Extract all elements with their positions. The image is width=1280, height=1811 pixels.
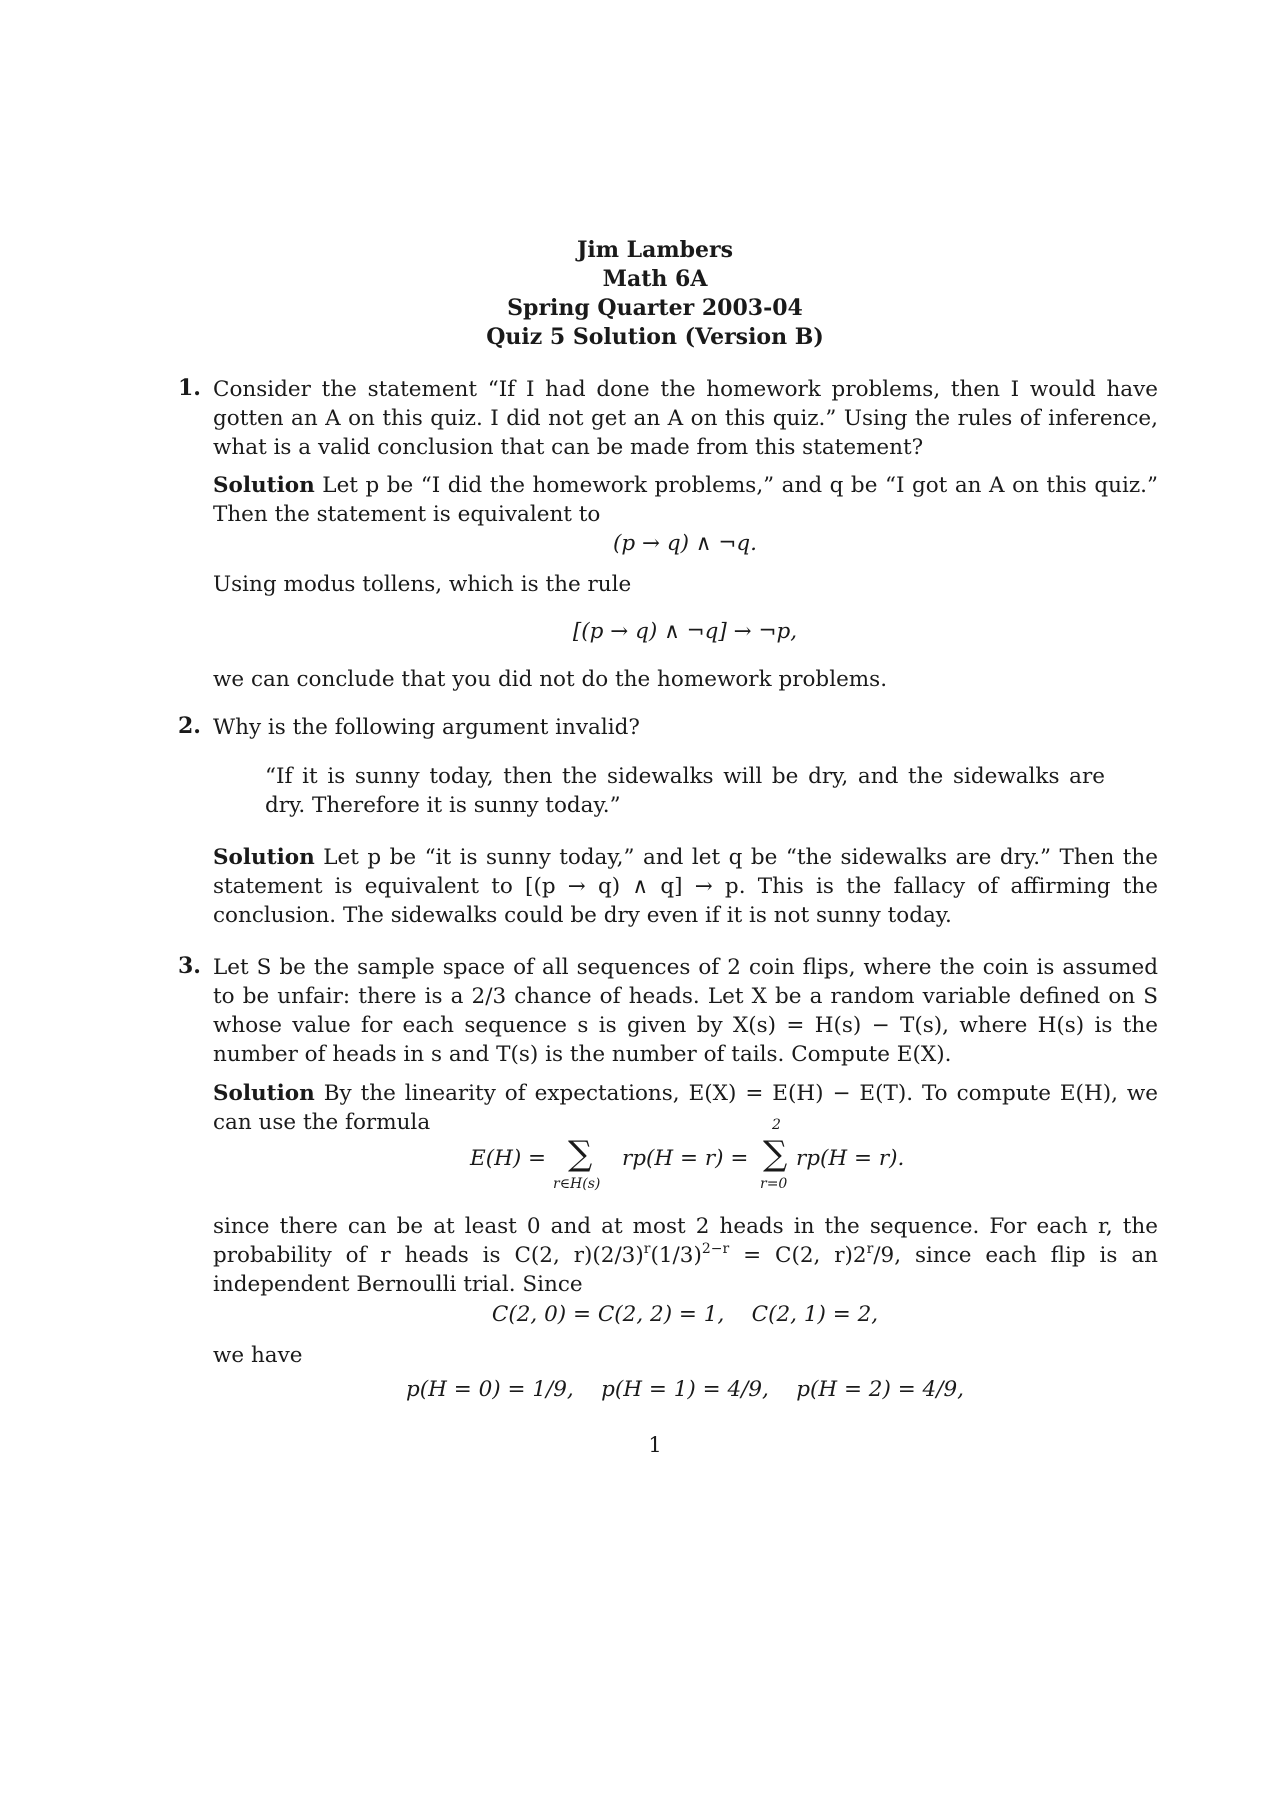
probability-text-end: /9, since each flip is an independent Bernoulli trial. Since	[213, 1243, 1159, 1297]
problem-3-equation-4: p(H = 0) = 1/9, p(H = 1) = 4/9, p(H = 2) = 4/9,	[406, 1377, 964, 1402]
document-title: Quiz 5 Solution (Version B)	[486, 324, 824, 350]
formula-term-1: rp(H = r) =	[622, 1146, 749, 1171]
solution-label: Solution	[213, 1081, 315, 1106]
problem-3-solution-text: By the linearity of expectations, E(X) = E(H) − E(T). To compute E(H), we can use the formula	[213, 1081, 1158, 1135]
summation-symbol-1: ∑	[568, 1134, 593, 1174]
problem-2-quote: “If it is sunny today, then the sidewalks will be dry, and the sidewalks are dry. Therefore it is sunny today.”	[265, 764, 1105, 818]
author-name: Jim Lambers	[576, 237, 734, 263]
term-name: Spring Quarter 2003-04	[507, 295, 803, 321]
problem-1-solution-text: Let p be “I did the homework problems,” and q be “I got an A on this quiz.” Then the statement is equivalent to	[213, 473, 1158, 527]
problem-3-we-have: we have	[213, 1343, 303, 1368]
problem-2-question: Why is the following argument invalid?	[213, 715, 640, 740]
problem-1-equation-1: (p → q) ∧ ¬q.	[612, 531, 757, 556]
summation-2-lower-limit: r=0	[760, 1176, 788, 1192]
exponent-r: r	[866, 1241, 874, 1257]
problem-3-number: 3.	[178, 953, 201, 979]
probability-text-mid-1: (1/3)	[650, 1243, 702, 1268]
exponent-r: r	[643, 1241, 651, 1257]
probability-text-start: since there can be at least 0 and at most 2 heads in the sequence. For each r, the probability of r heads is C(2, r)(2/3)	[213, 1214, 1158, 1268]
problem-2-solution-text: Let p be “it is sunny today,” and let q be “the sidewalks are dry.” Then the statement is equivalent to [(p → q) ∧ q] → p. This is the fallacy of affirming the conclusion. The sidewalks could be dry even if it is not sunny today.	[213, 845, 1158, 928]
summation-symbol-2: ∑	[763, 1134, 788, 1174]
page-number: 1	[648, 1433, 662, 1457]
problem-3-equation-3: C(2, 0) = C(2, 2) = 1, C(2, 1) = 2,	[491, 1302, 879, 1327]
summation-1-lower-limit: r∈H(s)	[553, 1176, 601, 1192]
course-name: Math 6A	[602, 266, 708, 292]
problem-3-probability-text	[213, 1212, 1158, 1299]
formula-lhs: E(H) =	[470, 1146, 547, 1171]
exponent-2-minus-r: 2−r	[701, 1241, 730, 1257]
problem-1-question: Consider the statement “If I had done the homework problems, then I would have gotten an A on this quiz. I did not get an A on this quiz.” Using the rules of inference, what is a valid conclusion that can be made from this statement?	[213, 377, 1158, 460]
problem-1-equation-2: [(p → q) ∧ ¬q] → ¬p,	[572, 619, 798, 644]
formula-term-2: rp(H = r).	[796, 1146, 905, 1171]
problem-3-question: Let S be the sample space of all sequences of 2 coin flips, where the coin is assumed to be unfair: there is a 2/3 chance of heads. Let X be a random variable defined on S whose value for each sequence s is given by X(s) = H(s) − T(s), where H(s) is the number of heads in s and T(s) is the number of tails. Compute E(X).	[213, 955, 1158, 1067]
problem-2-number: 2.	[178, 713, 201, 739]
problem-1-solution-text-2: Using modus tollens, which is the rule	[213, 572, 632, 597]
summation-2-upper-limit: 2	[772, 1117, 781, 1133]
probability-text-mid-2: = C(2, r)2	[729, 1243, 867, 1268]
solution-label: Solution	[213, 845, 315, 870]
problem-1-number: 1.	[178, 375, 201, 401]
solution-label: Solution	[213, 473, 315, 498]
expectation-formula	[0, 1117, 1280, 1195]
problem-2-solution	[213, 843, 1158, 930]
problem-1-conclusion: we can conclude that you did not do the homework problems.	[213, 667, 888, 692]
document-header	[0, 236, 1280, 352]
problem-1-solution	[213, 471, 1158, 529]
